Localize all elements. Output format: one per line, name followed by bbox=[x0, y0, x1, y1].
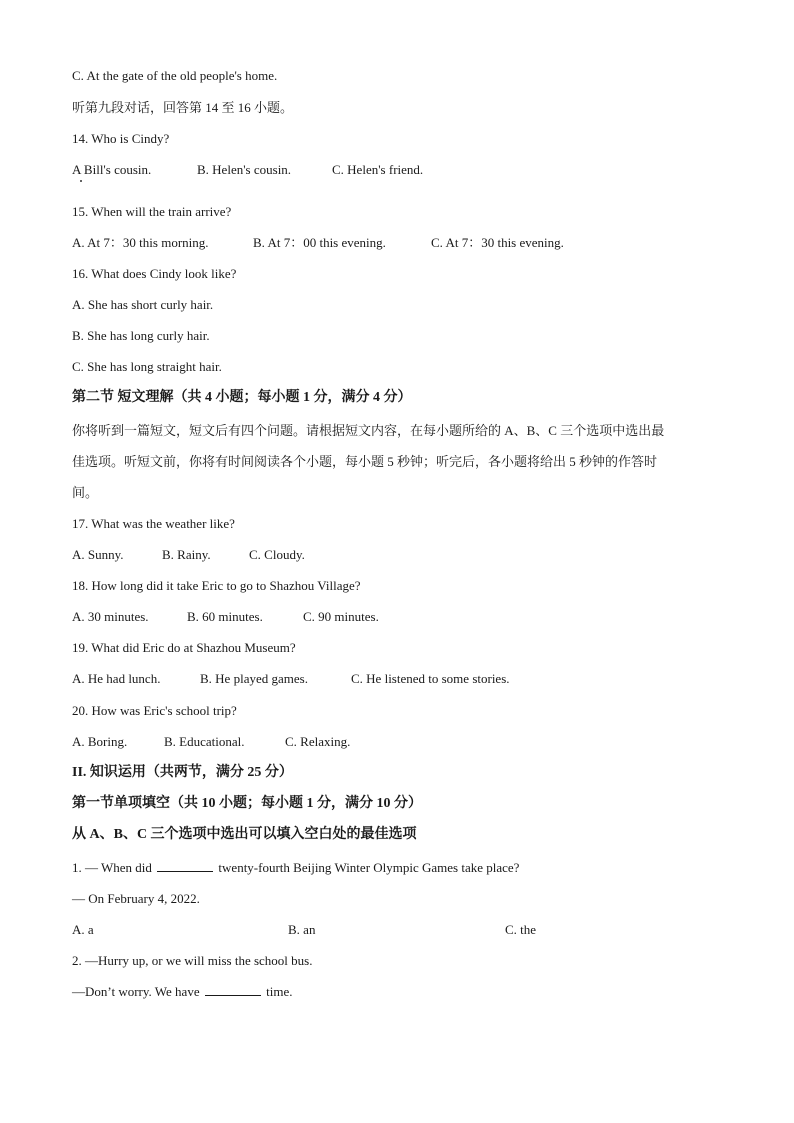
fill-q1-suffix: twenty-fourth Beijing Winter Olympic Games take place? bbox=[218, 860, 520, 875]
fill-q1-line2: — On February 4, 2022. bbox=[72, 891, 200, 906]
q20-option-c: C. Relaxing. bbox=[285, 734, 351, 749]
answer-blank bbox=[157, 859, 213, 872]
option-line-c-gate: C. At the gate of the old people's home. bbox=[72, 68, 278, 83]
q19-option-b: B. He played games. bbox=[200, 671, 308, 686]
q17-option-a: A. Sunny. bbox=[72, 547, 124, 562]
q20-option-a: A. Boring. bbox=[72, 734, 128, 749]
q15-option-c: C. At 7：30 this evening. bbox=[431, 235, 564, 250]
q16-option-a: A. She has short curly hair. bbox=[72, 297, 214, 312]
question-18: 18. How long did it take Eric to go to Shazhou Village? bbox=[72, 578, 361, 593]
q16-option-c: C. She has long straight hair. bbox=[72, 359, 222, 374]
section2-instruction-line3: 间。 bbox=[72, 485, 99, 500]
question-14: 14. Who is Cindy? bbox=[72, 131, 170, 146]
question-15: 15. When will the train arrive? bbox=[72, 204, 232, 219]
q14-option-b: B. Helen's cousin. bbox=[197, 162, 292, 177]
fill-q1-option-c: C. the bbox=[505, 922, 537, 937]
q17-option-c: C. Cloudy. bbox=[249, 547, 305, 562]
answer-blank bbox=[205, 983, 261, 996]
q18-option-b: B. 60 minutes. bbox=[187, 609, 263, 624]
question-16: 16. What does Cindy look like? bbox=[72, 266, 237, 281]
stray-dot bbox=[80, 180, 82, 182]
q15-option-a: A. At 7：30 this morning. bbox=[72, 235, 209, 250]
q19-option-a: A. He had lunch. bbox=[72, 671, 161, 686]
q14-option-a: A Bill's cousin. bbox=[72, 162, 152, 177]
fill-q1-option-b: B. an bbox=[288, 922, 316, 937]
fill-q1-prefix: 1. — When did bbox=[72, 860, 152, 875]
question-17: 17. What was the weather like? bbox=[72, 516, 235, 531]
fill-q2-suffix: time. bbox=[266, 984, 293, 999]
q14-option-c: C. Helen's friend. bbox=[332, 162, 424, 177]
fill-q1-option-a: A. a bbox=[72, 922, 94, 937]
q16-option-b: B. She has long curly hair. bbox=[72, 328, 210, 343]
question-19: 19. What did Eric do at Shazhou Museum? bbox=[72, 640, 296, 655]
q20-option-b: B. Educational. bbox=[164, 734, 245, 749]
dialogue9-instruction: 听第九段对话，回答第 14 至 16 小题。 bbox=[72, 100, 294, 115]
fill-q2-line2 bbox=[72, 983, 292, 1001]
section2-heading: 第二节 短文理解（共 4 小题；每小题 1 分，满分 4 分） bbox=[72, 390, 412, 405]
fill-q1-line1 bbox=[72, 859, 519, 877]
q19-option-c: C. He listened to some stories. bbox=[351, 671, 510, 686]
question-20: 20. How was Eric's school trip? bbox=[72, 703, 237, 718]
section2-instruction-line2: 佳选项。听短文前，你将有时间阅读各个小题，每小题 5 秒钟；听完后，各小题将给出 5 秒钟的作答时 bbox=[72, 454, 658, 469]
fill-q2-line1: 2. —Hurry up, or we will miss the school bus. bbox=[72, 953, 313, 968]
q15-option-b: B. At 7：00 this evening. bbox=[253, 235, 386, 250]
section2-instruction-line1: 你将听到一篇短文，短文后有四个问题。请根据短文内容，在每小题所给的 A、B、C 三个选项中选出最 bbox=[72, 423, 665, 438]
fill-q2-prefix: —Don’t worry. We have bbox=[72, 984, 200, 999]
part2-section1-instruction: 从 A、B、C 三个选项中选出可以填入空白处的最佳选项 bbox=[72, 827, 417, 842]
q18-option-a: A. 30 minutes. bbox=[72, 609, 149, 624]
q17-option-b: B. Rainy. bbox=[162, 547, 211, 562]
q18-option-c: C. 90 minutes. bbox=[303, 609, 379, 624]
part2-section1-heading: 第一节单项填空（共 10 小题；每小题 1 分，满分 10 分） bbox=[72, 796, 422, 811]
part2-heading: II. 知识运用（共两节，满分 25 分） bbox=[72, 765, 293, 780]
